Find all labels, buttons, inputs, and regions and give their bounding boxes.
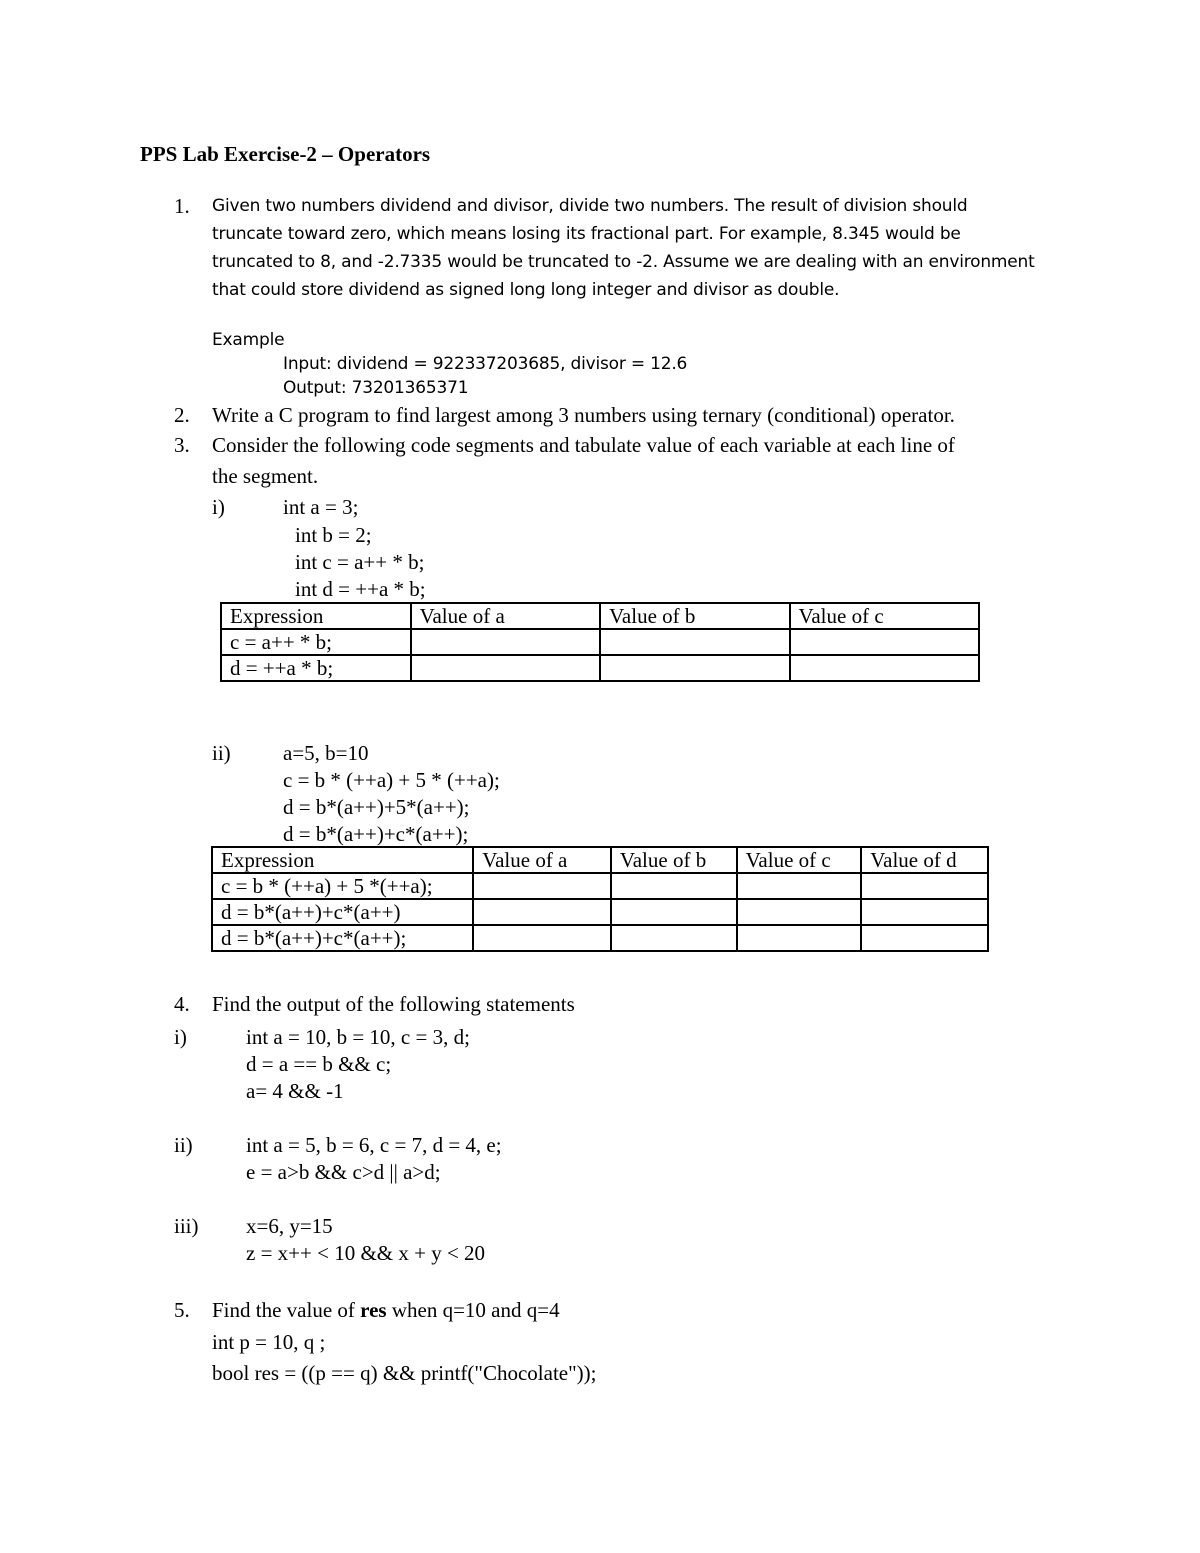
q5-line-2: bool res = ((p == q) && printf("Chocolate")); <box>212 1361 597 1385</box>
q4-part3-line-2: z = x++ < 10 && x + y < 20 <box>246 1241 486 1265</box>
q4-part2-line-2: e = a>b && c>d || a>d; <box>246 1160 441 1184</box>
q5-text-bold: res <box>360 1298 387 1322</box>
q3-part2-code-4: d = b*(a++)+c*(a++); <box>283 822 469 846</box>
q5-text-prefix: Find the value of <box>212 1298 361 1322</box>
table-cell <box>473 873 611 899</box>
table-cell <box>473 899 611 925</box>
table-cell <box>790 655 979 681</box>
table-cell <box>790 629 979 655</box>
table-cell <box>861 925 988 951</box>
q5-number: 5. <box>174 1298 190 1322</box>
table-header-cell: Value of c <box>737 847 862 873</box>
table-cell <box>611 873 737 899</box>
table-header-cell: Value of c <box>790 603 979 629</box>
q1-example-input: Input: dividend = 922337203685, divisor = 12.6 <box>283 354 688 374</box>
q3-number: 3. <box>174 433 190 457</box>
q4-part2-label: ii) <box>174 1133 193 1157</box>
q3-part2-code-3: d = b*(a++)+5*(a++); <box>283 795 470 819</box>
q3-line-2: the segment. <box>212 464 319 488</box>
q1-number: 1. <box>174 194 190 218</box>
q3-part2-code-2: c = b * (++a) + 5 * (++a); <box>283 768 500 792</box>
q1-example-label: Example <box>212 330 285 350</box>
q4-number: 4. <box>174 992 190 1016</box>
table-cell <box>861 873 988 899</box>
table-header-cell: Value of b <box>611 847 737 873</box>
table-header-row <box>221 603 979 629</box>
table-cell: d = b*(a++)+c*(a++) <box>212 899 473 925</box>
q2-text: Write a C program to find largest among 3 numbers using ternary (conditional) operator. <box>212 403 955 427</box>
q1-line-3: truncated to 8, and -2.7335 would be truncated to -2. Assume we are dealing with an environment <box>212 252 1035 272</box>
table-row <box>221 655 979 681</box>
q3-part1-label: i) <box>212 495 225 519</box>
table-cell <box>861 899 988 925</box>
table-header-cell: Value of a <box>473 847 611 873</box>
table-row <box>212 873 988 899</box>
q4-part1-line-2: d = a == b && c; <box>246 1052 392 1076</box>
table-cell <box>611 925 737 951</box>
table-header-row <box>212 847 988 873</box>
q3-line-1: Consider the following code segments and tabulate value of each variable at each line of <box>212 433 955 457</box>
q3-part1-code-3: int c = a++ * b; <box>295 550 425 574</box>
table-cell: d = ++a * b; <box>221 655 411 681</box>
table-cell: c = b * (++a) + 5 *(++a); <box>212 873 473 899</box>
table-cell <box>611 899 737 925</box>
page-title: PPS Lab Exercise-2 – Operators <box>140 142 431 166</box>
q1-line-2: truncate toward zero, which means losing its fractional part. For example, 8.345 would be <box>212 224 961 244</box>
q3-part2-code-1: a=5, b=10 <box>283 741 369 765</box>
table-header-cell: Value of d <box>861 847 988 873</box>
q1-example-output: Output: 73201365371 <box>283 378 469 398</box>
q3-part2-table <box>211 846 989 952</box>
q5-text <box>212 1298 560 1323</box>
table-cell: d = b*(a++)+c*(a++); <box>212 925 473 951</box>
q5-line-1: int p = 10, q ; <box>212 1330 326 1354</box>
table-cell <box>411 655 600 681</box>
table-header-cell: Expression <box>212 847 473 873</box>
q3-part1-code-4: int d = ++a * b; <box>295 577 426 601</box>
table-cell <box>473 925 611 951</box>
table-cell <box>600 655 789 681</box>
table-row <box>221 629 979 655</box>
table-header-cell: Value of b <box>600 603 789 629</box>
q4-part1-line-1: int a = 10, b = 10, c = 3, d; <box>246 1025 470 1049</box>
q1-line-1: Given two numbers dividend and divisor, divide two numbers. The result of division should <box>212 196 968 216</box>
table-cell <box>737 899 862 925</box>
table-row <box>212 899 988 925</box>
table-cell <box>411 629 600 655</box>
q1-line-4: that could store dividend as signed long long integer and divisor as double. <box>212 280 840 300</box>
q4-text: Find the output of the following statements <box>212 992 575 1016</box>
q4-part2-line-1: int a = 5, b = 6, c = 7, d = 4, e; <box>246 1133 502 1157</box>
q2-number: 2. <box>174 403 190 427</box>
q4-part1-line-3: a= 4 && -1 <box>246 1079 344 1103</box>
q3-part2-label: ii) <box>212 741 231 765</box>
table-header-cell: Value of a <box>411 603 600 629</box>
table-row <box>212 925 988 951</box>
q5-text-suffix: when q=10 and q=4 <box>386 1298 560 1322</box>
table-cell <box>600 629 789 655</box>
q4-part1-label: i) <box>174 1025 187 1049</box>
table-cell <box>737 873 862 899</box>
table-cell <box>737 925 862 951</box>
q3-part1-code-2: int b = 2; <box>295 523 372 547</box>
q4-part3-label: iii) <box>174 1214 199 1238</box>
table-cell: c = a++ * b; <box>221 629 411 655</box>
q3-part1-code-1: int a = 3; <box>283 495 359 519</box>
q4-part3-line-1: x=6, y=15 <box>246 1214 333 1238</box>
table-header-cell: Expression <box>221 603 411 629</box>
q3-part1-table <box>220 602 980 682</box>
